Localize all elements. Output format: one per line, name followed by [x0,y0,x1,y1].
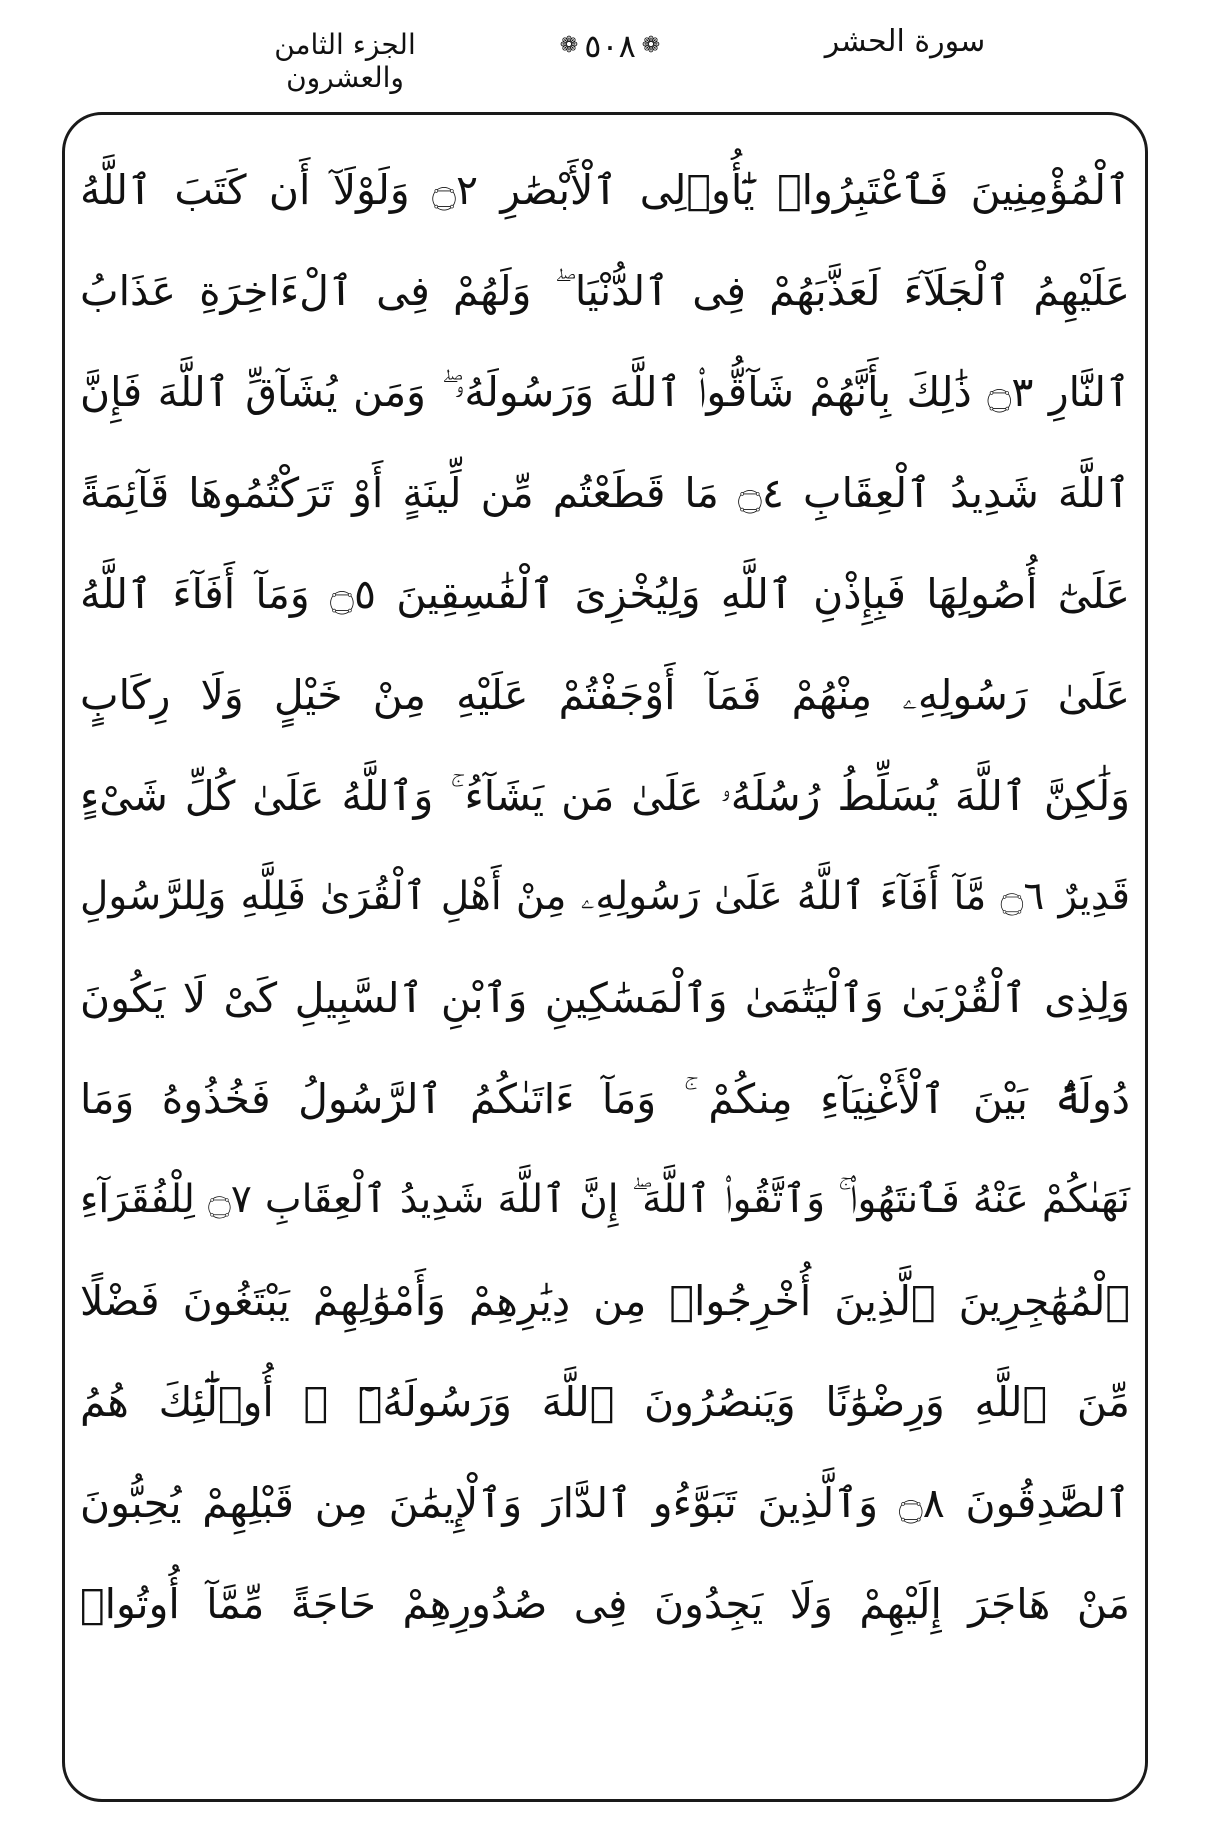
page-number-group [540,24,680,68]
text-line: ٱلصَّٰدِقُونَ ۝٨ وَٱلَّذِينَ تَبَوَّءُو ٱلدَّارَ وَٱلْإِيمَٰنَ مِن قَبْلِهِمْ يُحِبُّونَ [80,1478,1130,1527]
text-line: مَنْ هَاجَرَ إِلَيْهِمْ وَلَا يَجِدُونَ فِى صُدُورِهِمْ حَاجَةً مِّمَّآ أُوتُوا۟ [80,1579,1130,1628]
text-line: ٱللَّهَ شَدِيدُ ٱلْعِقَابِ ۝٤ مَا قَطَعْتُم مِّن لِّينَةٍ أَوْ تَرَكْتُمُوهَا قَآئِمَةً [80,468,1130,517]
text-line: دُولَةًۢ بَيْنَ ٱلْأَغْنِيَآءِ مِنكُمْ ۚ وَمَآ ءَاتَىٰكُمُ ٱلرَّسُولُ فَخُذُوهُ وَمَا [80,1074,1130,1123]
text-line: ٱلْمُؤْمِنِينَ فَٱعْتَبِرُوا۟ يَٰٓأُو۟لِى ٱلْأَبْصَٰرِ ۝٢ وَلَوْلَآ أَن كَتَبَ ٱللَّهُ [80,165,1130,214]
text-line: عَلَىٰٓ أُصُولِهَا فَبِإِذْنِ ٱللَّهِ وَلِيُخْزِىَ ٱلْفَٰسِقِينَ ۝٥ وَمَآ أَفَآءَ ٱللَّهُ [80,569,1131,618]
text-line: نَهَىٰكُمْ عَنْهُ فَٱنتَهُوا۟ ۚ وَٱتَّقُوا۟ ٱللَّهَ ۖ إِنَّ ٱللَّهَ شَدِيدُ ٱلْعِقَابِ ۝٧ لِلْفُقَرَآءِ [80,1177,1130,1223]
page-header [0,0,1214,100]
page-number: ٥٠٨ [584,27,636,65]
surah-title: سورة الحشر [824,24,986,59]
text-line: عَلَيْهِمُ ٱلْجَلَآءَ لَعَذَّبَهُمْ فِى ٱلدُّنْيَا ۖ وَلَهُمْ فِى ٱلْءَاخِرَةِ عَذَابُ [80,266,1130,315]
juz-title: الجزء الثامن والعشرون [274,28,416,94]
text-line: مِّنَ ٱللَّهِ وَرِضْوَٰنًا وَيَنصُرُونَ ٱللَّهَ وَرَسُولَهُۥٓ ۚ أُو۟لَٰٓئِكَ هُمُ [80,1377,1130,1426]
text-line: وَلِذِى ٱلْقُرْبَىٰ وَٱلْيَتَٰمَىٰ وَٱلْمَسَٰكِينِ وَٱبْنِ ٱلسَّبِيلِ كَىْ لَا يَكُونَ [80,973,1130,1022]
ornament-right-icon: ❁ [641,33,661,58]
text-line: عَلَىٰ رَسُولِهِۦ مِنْهُمْ فَمَآ أَوْجَفْتُمْ عَلَيْهِ مِنْ خَيْلٍ وَلَا رِكَابٍ [80,670,1130,719]
ornament-left-icon: ❁ [559,33,579,58]
text-line: قَدِيرٌ ۝٦ مَّآ أَفَآءَ ٱللَّهُ عَلَىٰ رَسُولِهِۦ مِنْ أَهْلِ ٱلْقُرَىٰ فَلِلَّهِ وَلِلرَّسُولِ [80,874,1130,920]
text-line: ٱلْمُهَٰجِرِينَ ٱلَّذِينَ أُخْرِجُوا۟ مِن دِيَٰرِهِمْ وَأَمْوَٰلِهِمْ يَبْتَغُونَ فَضْلًا [80,1276,1130,1325]
quran-text-block [80,140,1130,1780]
text-line: وَلَٰكِنَّ ٱللَّهَ يُسَلِّطُ رُسُلَهُۥ عَلَىٰ مَن يَشَآءُ ۚ وَٱللَّهُ عَلَىٰ كُلِّ شَىْءٍ [80,771,1130,820]
text-line: ٱلنَّارِ ۝٣ ذَٰلِكَ بِأَنَّهُمْ شَآقُّوا۟ ٱللَّهَ وَرَسُولَهُۥ ۖ وَمَن يُشَآقِّ ٱللَّهَ فَإِنَّ [80,367,1131,416]
